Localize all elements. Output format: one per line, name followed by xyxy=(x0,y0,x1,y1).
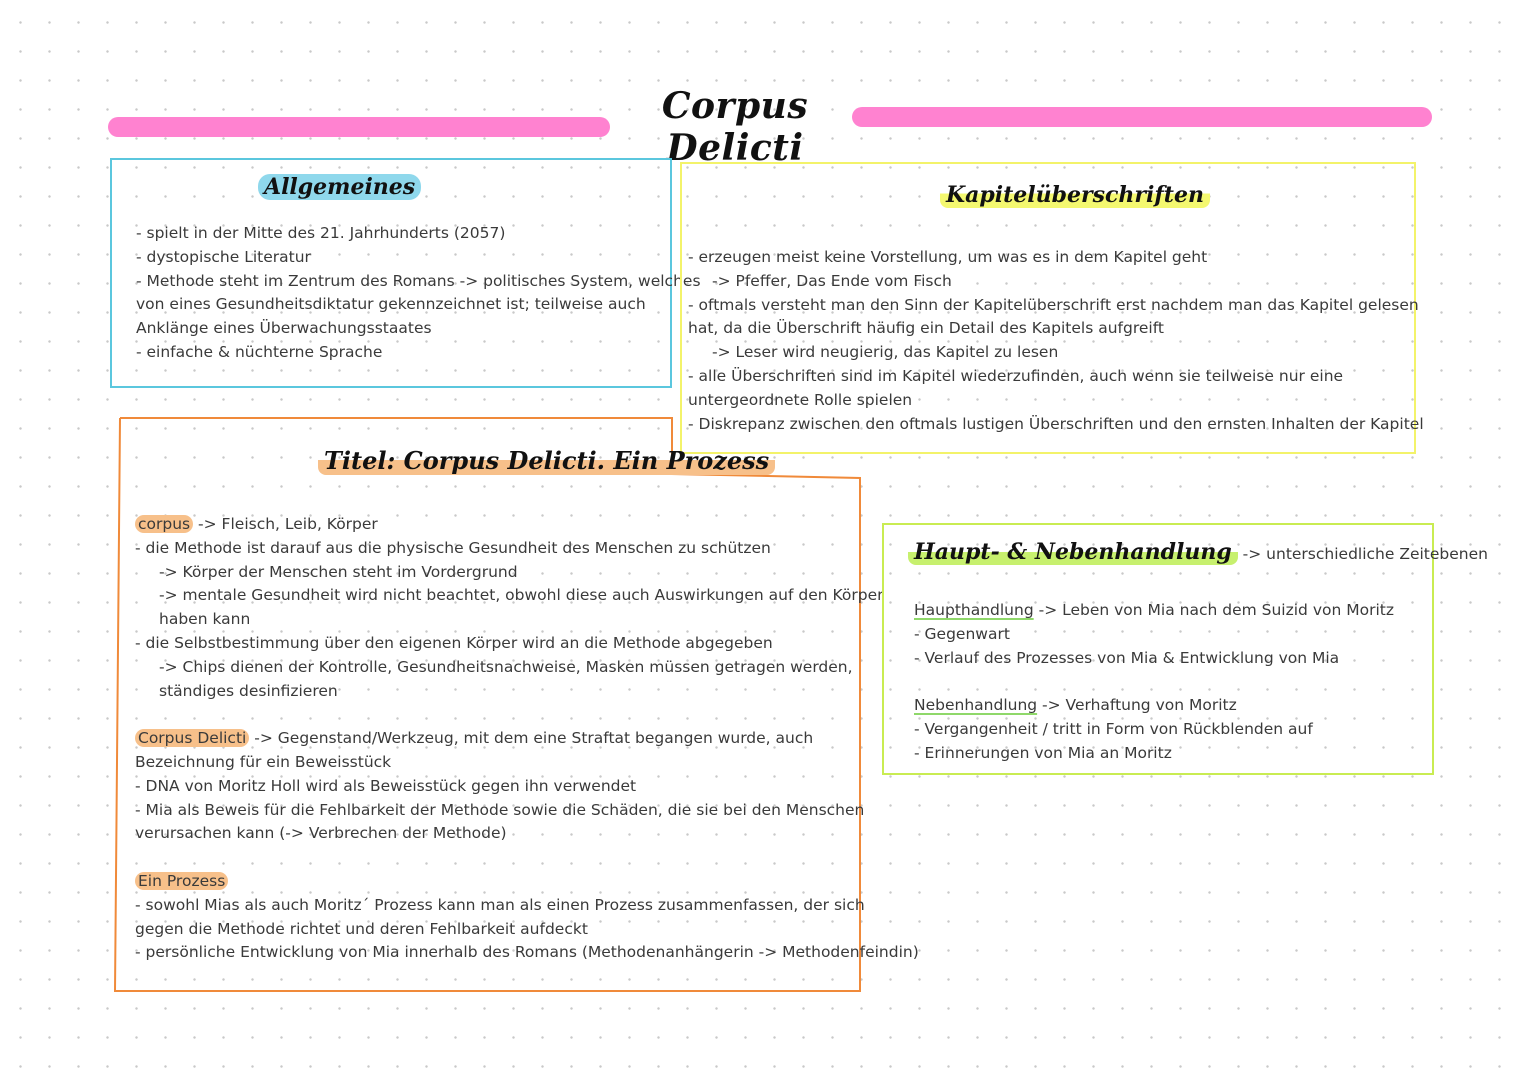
allgemeines-line: Anklänge eines Überwachungsstaates xyxy=(136,319,432,338)
handlung-body xyxy=(914,599,1394,766)
allgemeines-line: - einfache & nüchterne Sprache xyxy=(136,342,383,361)
titel-line: -> Körper der Menschen steht im Vordergrund xyxy=(159,562,518,581)
haupt-definition: -> Leben von Mia nach dem Suizid von Moritz xyxy=(1033,601,1394,619)
prozess-term: Ein Prozess xyxy=(135,872,228,890)
titel-body xyxy=(135,513,919,965)
titel-line: - persönliche Entwicklung von Mia innerhalb des Romans (Methodenanhängerin -> Methodenfeindin) xyxy=(135,943,919,962)
corpus-definition: -> Fleisch, Leib, Körper xyxy=(193,515,378,533)
spacer xyxy=(135,703,919,727)
allgemeines-heading: Allgemeines xyxy=(258,174,421,200)
handlung-line: - Erinnerungen von Mia an Moritz xyxy=(914,743,1172,762)
titel-line: gegen die Methode richtet und deren Fehlbarkeit aufdeckt xyxy=(135,919,588,938)
kapitel-line: untergeordnete Rolle spielen xyxy=(688,390,913,409)
allgemeines-line: - dystopische Literatur xyxy=(136,247,311,266)
titel-heading: Titel: Corpus Delicti. Ein Prozess xyxy=(318,446,775,475)
titel-line: verursachen kann (-> Verbrechen der Methode) xyxy=(135,824,507,843)
titel-line: Bezeichnung für ein Beweisstück xyxy=(135,752,392,771)
handlung-heading: Haupt- & Nebenhandlung xyxy=(908,539,1238,565)
kapitel-line: - oftmals versteht man den Sinn der Kapitelüberschrift erst nachdem man das Kapitel gelesen xyxy=(688,295,1419,314)
prozess-line xyxy=(135,870,919,894)
handlung-heading-row xyxy=(908,539,1488,565)
titel-line: - sowohl Mias als auch Moritz´ Prozess kann man als einen Prozess zusammenfassen, der sich xyxy=(135,895,865,914)
kapitel-line: hat, da die Überschrift häufig ein Detail des Kapitels aufgreift xyxy=(688,319,1164,338)
neben-definition: -> Verhaftung von Moritz xyxy=(1037,696,1237,715)
titel-line: -> Chips dienen der Kontrolle, Gesundheitsnachweise, Masken müssen getragen werden, xyxy=(159,657,853,676)
titel-line: - Mia als Beweis für die Fehlbarkeit der Methode sowie die Schäden, die sie bei den Menschen xyxy=(135,800,865,819)
kapitel-line: - Diskrepanz zwischen den oftmals lustigen Überschriften und den ernsten Inhalten der Kapitel xyxy=(688,414,1424,433)
handlung-line: - Gegenwart xyxy=(914,624,1010,643)
allgemeines-line: - spielt in der Mitte des 21. Jahrhunderts (2057) xyxy=(136,224,506,242)
titel-line: -> mentale Gesundheit wird nicht beachtet, obwohl diese auch Auswirkungen auf den Körper xyxy=(159,586,884,605)
titel-line: - die Selbstbestimmung über den eigenen Körper wird an die Methode abgegeben xyxy=(135,633,773,652)
spacer xyxy=(914,670,1394,694)
delicti-term: Corpus Delicti xyxy=(135,729,249,747)
delicti-line xyxy=(135,727,919,751)
kapitel-line: -> Pfeffer, Das Ende vom Fisch xyxy=(712,271,952,290)
handlung-line: - Verlauf des Prozesses von Mia & Entwicklung von Mia xyxy=(914,648,1340,667)
delicti-definition: -> Gegenstand/Werkzeug, mit dem eine Straftat begangen wurde, auch xyxy=(249,729,814,748)
titel-line: - die Methode ist darauf aus die physische Gesundheit des Menschen zu schützen xyxy=(135,538,771,557)
handlung-heading-suffix: -> unterschiedliche Zeitebenen xyxy=(1237,545,1488,563)
kapitel-line: -> Leser wird neugierig, das Kapitel zu lesen xyxy=(712,343,1059,362)
corpus-term: corpus xyxy=(135,515,193,533)
kapitel-line: - erzeugen meist keine Vorstellung, um was es in dem Kapitel geht xyxy=(688,248,1208,266)
titel-line: ständiges desinfizieren xyxy=(159,681,338,700)
haupt-term: Haupthandlung xyxy=(914,601,1034,619)
corpus-line xyxy=(135,513,919,537)
haupt-line xyxy=(914,599,1394,623)
neben-line xyxy=(914,694,1394,718)
page-title: Corpus Delicti xyxy=(661,85,809,169)
titel-line: - DNA von Moritz Holl wird als Beweisstück gegen ihn verwendet xyxy=(135,776,637,795)
handlung-box xyxy=(882,523,1488,775)
allgemeines-line: - Methode steht im Zentrum des Romans -> politisches System, welches xyxy=(136,271,701,290)
kapitel-line: - alle Überschriften sind im Kapitel wiederzufinden, auch wenn sie teilweise nur eine xyxy=(688,366,1344,385)
spacer xyxy=(135,846,919,870)
kapitel-heading: Kapitelüberschriften xyxy=(940,182,1210,208)
allgemeines-line: von eines Gesundheitsdiktatur gekennzeichnet ist; teilweise auch xyxy=(136,295,646,314)
handlung-line: - Vergangenheit / tritt in Form von Rückblenden auf xyxy=(914,719,1313,738)
titel-line: haben kann xyxy=(159,610,251,629)
neben-term: Nebenhandlung xyxy=(914,696,1038,715)
